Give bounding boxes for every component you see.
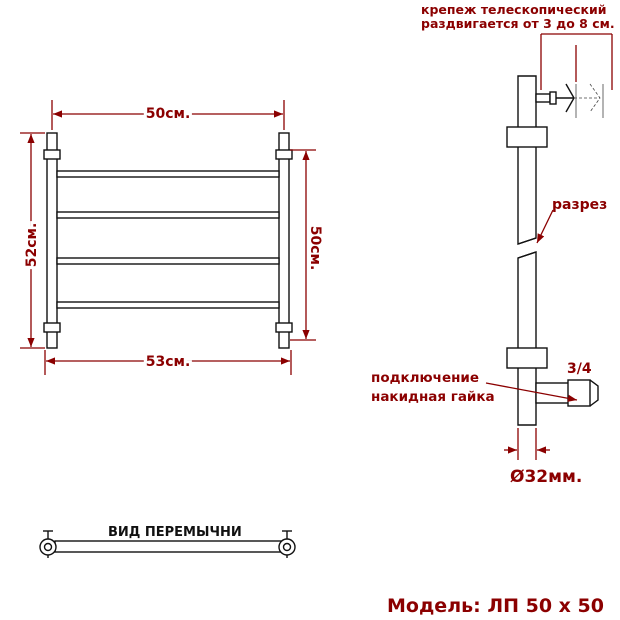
model-label: Модель: ЛП 50 х 50	[387, 595, 604, 617]
side-view	[371, 2, 615, 487]
jumper-end-left	[40, 531, 56, 558]
pipe-diameter-label: Ø32мм.	[510, 467, 583, 487]
dimension-height-right	[290, 150, 323, 340]
mount-top-right	[276, 150, 292, 159]
mount-bottom-right	[276, 323, 292, 332]
front-view	[20, 100, 323, 375]
mount-bottom-left	[44, 323, 60, 332]
side-tube-lower	[518, 252, 536, 425]
dimension-pipe-diameter	[504, 428, 550, 460]
telescopic-mount	[536, 84, 603, 118]
width-bottom-label: 53см.	[145, 354, 191, 370]
jumper-view	[40, 525, 295, 558]
left-post	[47, 133, 57, 348]
connection-elbow	[536, 380, 598, 406]
bottom-collar	[507, 348, 547, 368]
mount-note-line2: раздвигается от 3 до 8 см.	[421, 16, 615, 31]
height-right-label: 50см.	[307, 225, 323, 271]
connection-line1: подключение	[371, 370, 480, 386]
rungs	[57, 171, 279, 308]
height-left-label: 52см.	[24, 222, 40, 268]
thread-size-label: 3/4	[567, 361, 592, 377]
mount-note-line1: крепеж телескопический	[421, 2, 607, 17]
connection-line2: накидная гайка	[371, 389, 495, 405]
cut-label: разрез	[552, 197, 608, 213]
dimension-mount-range	[541, 34, 612, 90]
dimension-width-top	[52, 100, 284, 130]
jumper-title: ВИД ПЕРЕМЫЧНИ	[108, 525, 242, 540]
width-top-label: 50см.	[145, 106, 191, 122]
dimension-height-left	[20, 133, 45, 348]
mount-top-left	[44, 150, 60, 159]
jumper-bar	[55, 541, 283, 552]
top-collar	[507, 127, 547, 147]
jumper-end-right	[279, 531, 295, 558]
right-post	[279, 133, 289, 348]
dimension-width-bottom	[45, 350, 291, 375]
side-tube-upper	[518, 76, 536, 244]
